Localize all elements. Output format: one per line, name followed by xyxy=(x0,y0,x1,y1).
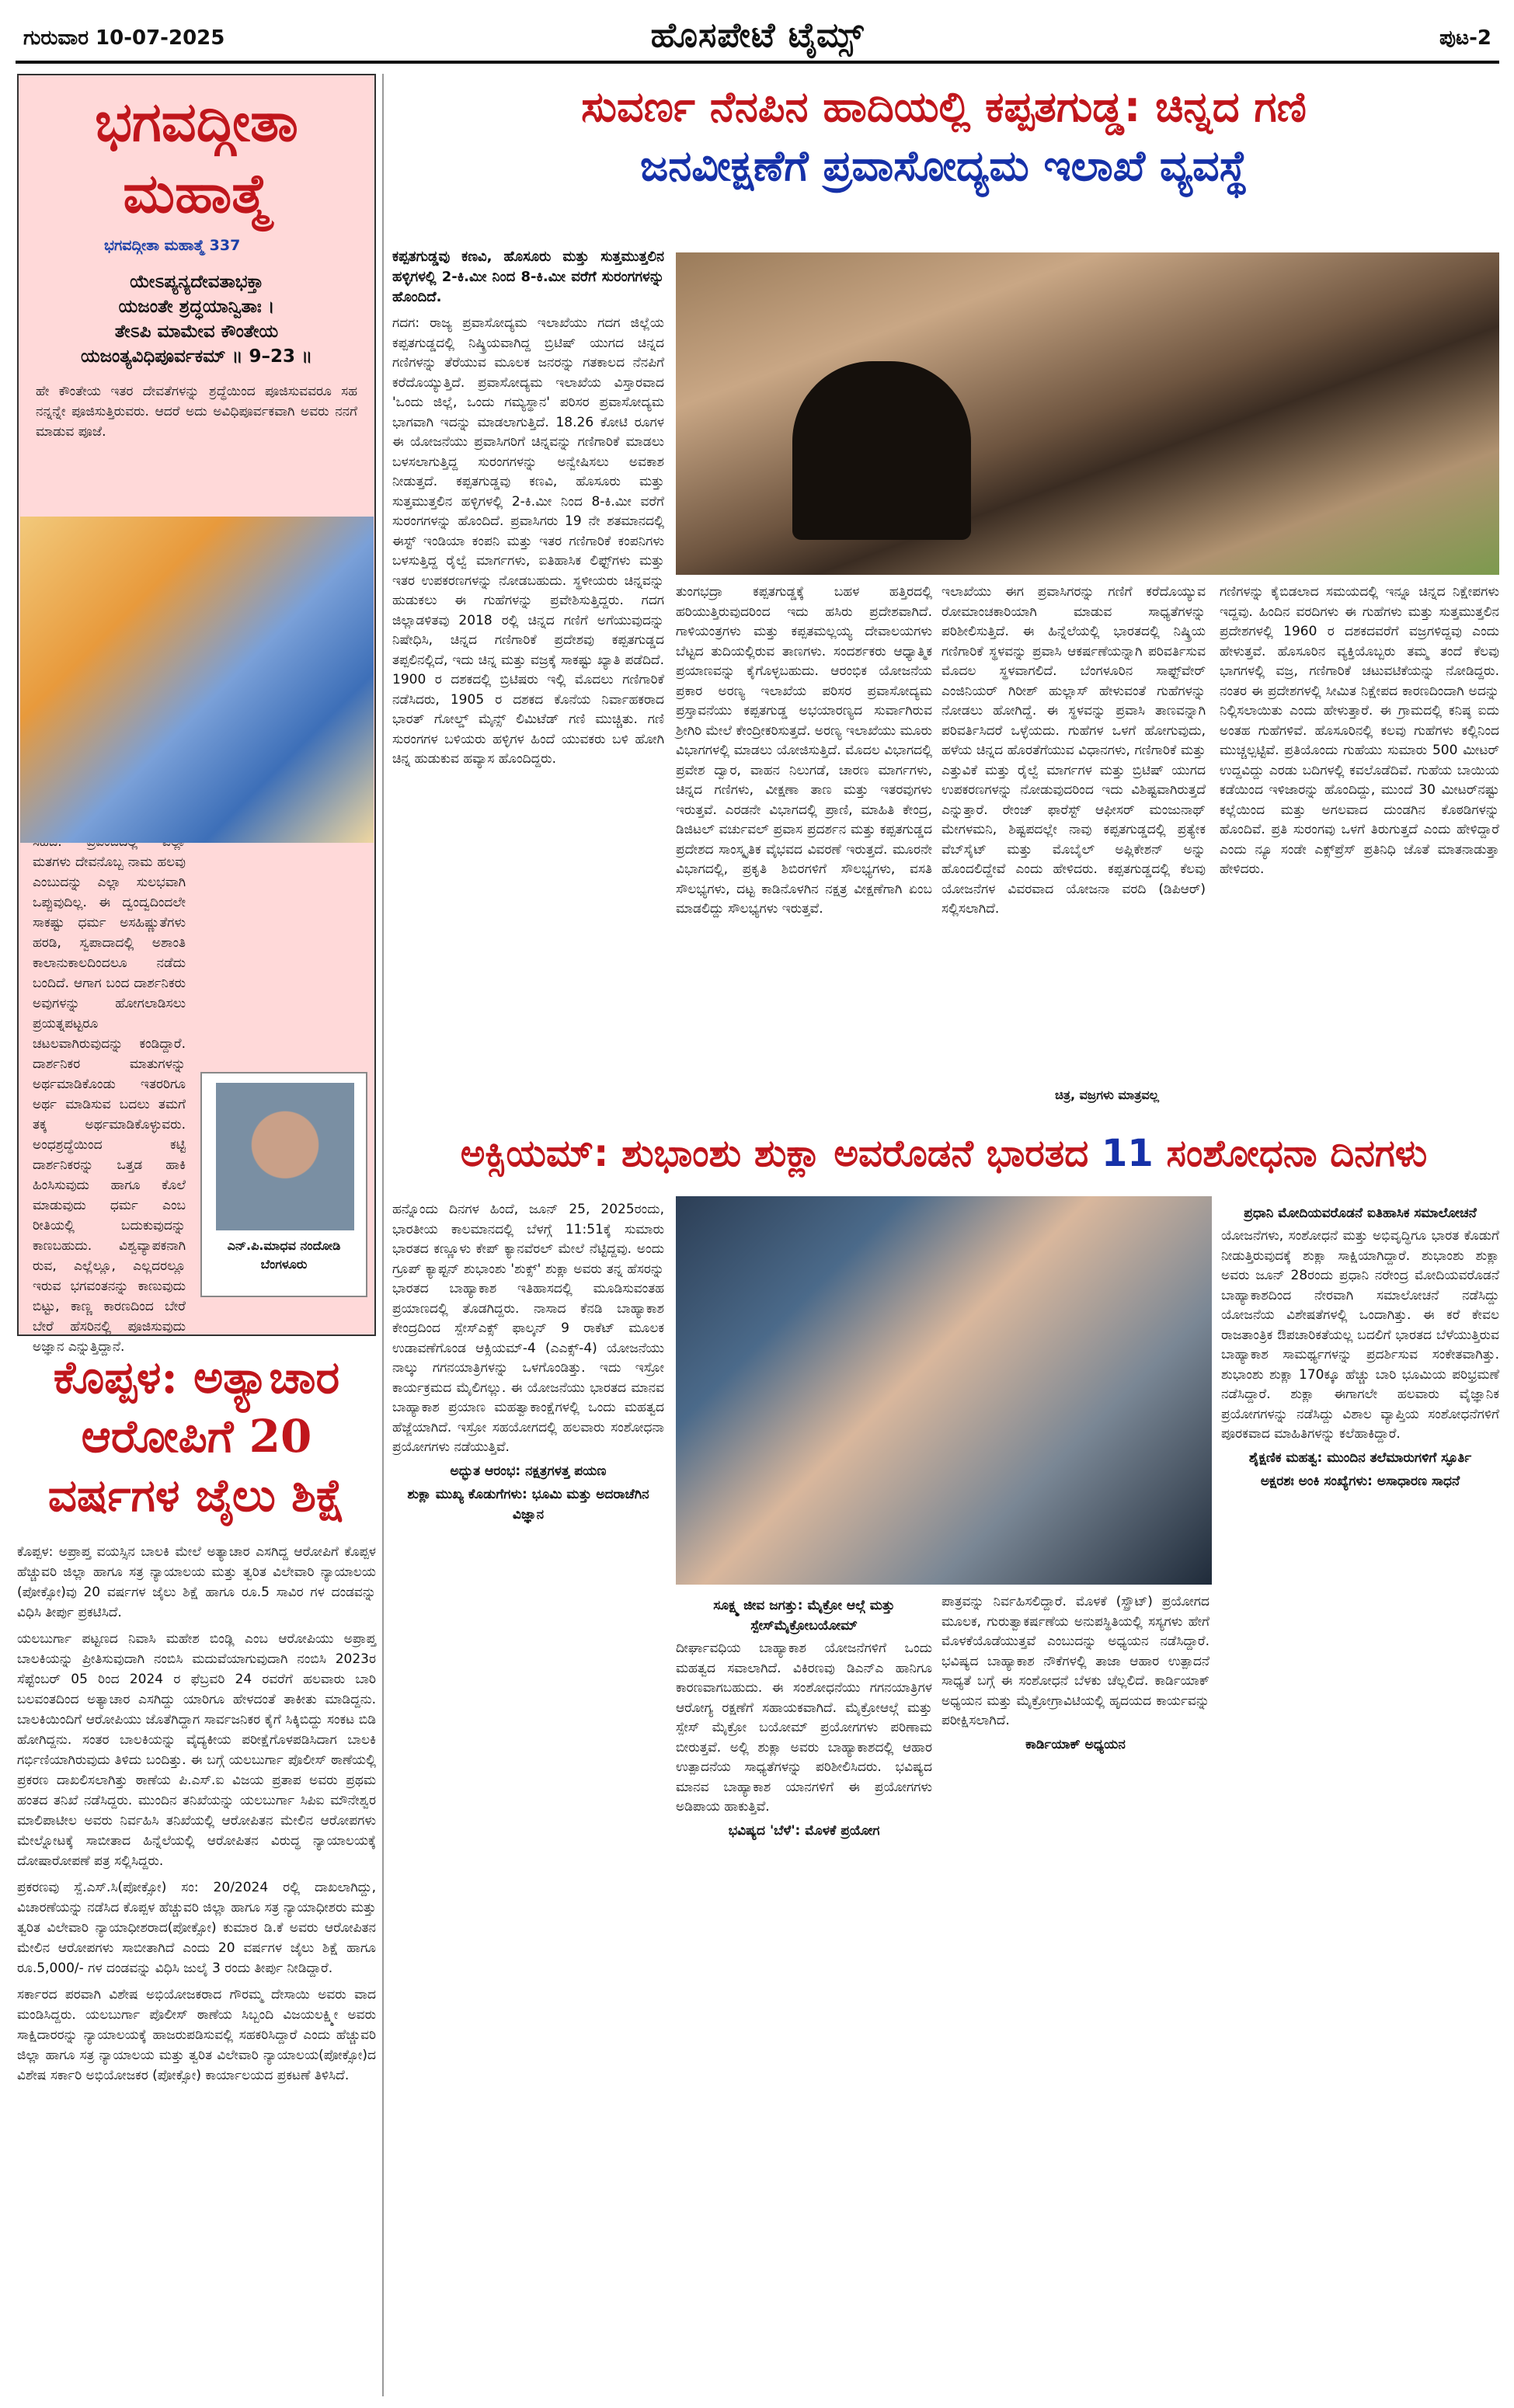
headline-line-1: ಸುವರ್ಣ ನೆನಪಿನ ಹಾದಿಯಲ್ಲಿ ಕಪ್ಪತಗುಡ್ಡ: ಚಿನ್ನದ ಗಣಿ xyxy=(581,82,1307,131)
axiom-article-col-1 xyxy=(392,1200,664,2396)
page-number: ಪುಟ-2 xyxy=(1439,26,1491,50)
headline-number: 11 xyxy=(1101,1132,1154,1175)
axiom-article-col-3 xyxy=(941,1592,1209,2396)
gold-article-col-1 xyxy=(392,247,664,1109)
article-paragraph: ಕೊಪ್ಪಳ: ಅಪ್ರಾಪ್ತ ವಯಸ್ಸಿನ ಬಾಲಕಿ ಮೇಲೆ ಅತ್ಯಾಚಾರ ಎಸಗಿದ್ದ ಆರೋಪಿಗೆ ಕೊಪ್ಪಳ ಹೆಚ್ಚುವರಿ ಜಿಲ್ಲಾ ಹಾಗೂ ಸತ್ರ ನ್ಯಾಯಾಲಯ ಮತ್ತು ತ್ವರಿತ ವಿಲೇವಾರಿ ನ್ಯಾಯಾಲಯ (ಪೋಕ್ಸೋ)ವು 20 ವರ್ಷಗಳ ಜೈಲು ಶಿಕ್ಷೆ ಹಾಗೂ ರೂ.5 ಸಾವಿರ ಗಳ ದಂಡವನ್ನು ವಿಧಿಸಿ ತೀರ್ಪು ಪ್ರಕಟಿಸಿದೆ. xyxy=(17,1544,376,1620)
article-paragraph: ಯಲಬುರ್ಗಾ ಪಟ್ಟಣದ ನಿವಾಸಿ ಮಹೇಶ ಬಿಂಡ್ಲಿ ಎಂಬ ಆರೋಪಿಯು ಅಪ್ರಾಪ್ತ ಬಾಲಕಿಯನ್ನು ಪ್ರೀತಿಸುವುದಾಗಿ ನಂಬಿಸಿ ಮದುವೆಯಾಗುವುದಾಗಿ ನಂಬಿಸಿ 2023ರ ಸೆಪ್ಟೆಂಬರ್ 05 ರಿಂದ 2024 ರ ಫೆಬ್ರವರಿ 24 ರವರೆಗೆ ಹಲವಾರು ಬಾರಿ ಬಲವಂತದಿಂದ ಅತ್ಯಾಚಾರ ಎಸಗಿದ್ದು ಯಾರಿಗೂ ಹೇಳದಂತೆ ತಾಕೀತು ಮಾಡಿದ್ದನು. ಬಾಲಕಿಯಿಂದಿಗೆ ಆರೋಪಿಯು ಜೊತೆಗಿದ್ದಾಗ ಸಾರ್ವಜನಿಕರ ಕೈಗೆ ಸಿಕ್ಕಿಬಿದ್ದು ಸಂಕಟ ಬಿಡಿ ಹೋಗಿದ್ದನು. ಸಂತರ ಬಾಲಕಿಯನ್ನು ವೈದ್ಯಕೀಯ ಪರೀಕ್ಷೆಗೊಳಪಡಿಸಿದಾಗ ಬಾಲಕಿ ಗರ್ಭಿಣಿಯಾಗಿರುವುದು ತಿಳಿದು ಬಂದಿತ್ತು. ಈ ಬಗ್ಗೆ ಯಲಬುರ್ಗಾ ಪೊಲೀಸ್ ಠಾಣೆಯಲ್ಲಿ ಪ್ರಕರಣ ದಾಖಲಿಸಲಾಗಿತ್ತು ಠಾಣೆಯ ಪಿ.ಎಸ್.ಐ ವಿಜಯ ಪ್ರತಾಪ ಅವರು ಪ್ರಥಮ ಹಂತದ ತನಿಖೆ ನಡೆಸಿದ್ದರು. ಮುಂದಿನ ತನಿಖೆಯನ್ನು ಯಲಬುರ್ಗಾ ಸಿಪಿಐ ಮೌನೇಶ್ವರ ಮಾಲಿಪಾಟೀಲ ಅವರು ನಿರ್ವಹಿಸಿ ತನಿಖೆಯಲ್ಲಿ ಆರೋಪಿತನ ಮೇಲಿನ ಆರೋಪಗಳು ಮೇಲ್ನೋಟಕ್ಕೆ ಸಾಬೀತಾದ ಹಿನ್ನೆಲೆಯಲ್ಲಿ ಆರೋಪಿತನ ವಿರುದ್ಧ ನ್ಯಾಯಾಲಯಕ್ಕೆ ದೋಷಾರೋಪಣೆ ಪತ್ರ ಸಲ್ಲಿಸಿದ್ದರು. xyxy=(17,1631,376,1869)
headline-part: ಸಂಶೋಧನಾ ದಿನಗಳು xyxy=(1166,1132,1428,1175)
article-paragraph: ದೀರ್ಘಾವಧಿಯ ಬಾಹ್ಯಾಕಾಶ ಯೋಜನೆಗಳಿಗೆ ಒಂದು ಮಹತ್ವದ ಸವಾಲಾಗಿದೆ. ವಿಕಿರಣವು ಡಿಎನ್‌ಎ ಹಾನಿಗೂ ಕಾರಣವಾಗಬಹುದು. ಈ ಸಂಶೋಧನೆಯು ಗಗನಯಾತ್ರಿಗಳ ಆರೋಗ್ಯ ರಕ್ಷಣೆಗೆ ಸಹಾಯಕವಾಗಿದೆ. ಮೈಕ್ರೋಆಲ್ಗೆ ಮತ್ತು ಸ್ಪೇಸ್ ಮೈಕ್ರೋ ಬಯೋಮ್ ಪ್ರಯೋಗಗಳು ಪರಿಣಾಮ ಬೀರುತ್ತವೆ. ಅಲ್ಲಿ ಶುಕ್ಲಾ ಅವರು ಬಾಹ್ಯಾಕಾಶದಲ್ಲಿ ಆಹಾರ ಉತ್ಪಾದನೆಯ ಸಾಧ್ಯತೆಗಳನ್ನು ಪರಿಶೀಲಿಸಿದರು. ಭವಿಷ್ಯದ ಮಾನವ ಬಾಹ್ಯಾಕಾಶ ಯಾನಗಳಿಗೆ ಈ ಪ್ರಯೋಗಗಳು ಅಡಿಪಾಯ ಹಾಕುತ್ತಿವೆ. xyxy=(676,1641,932,1815)
section-heading: ಅದ್ಭುತ ಆರಂಭ: ನಕ್ಷತ್ರಗಳತ್ತ ಪಯಣ xyxy=(450,1463,607,1479)
author-face-image xyxy=(216,1083,354,1230)
article-paragraph: ತುಂಗಭದ್ರಾ ಕಪ್ಪತಗುಡ್ಡಕ್ಕೆ ಬಹಳ ಹತ್ತಿರದಲ್ಲಿ ಹರಿಯುತ್ತಿರುವುದರಿಂದ ಇದು ಹಸಿರು ಪ್ರದೇಶವಾಗಿದೆ. ಗಾಳಿಯಂತ್ರಗಳು ಮತ್ತು ಕಪ್ಪತಮಲ್ಲಯ್ಯ ದೇವಾಲಯಗಳು ಬೆಟ್ಟದ ತುದಿಯಲ್ಲಿರುವ ತಾಣಗಳು. ಸಂದರ್ಶಕರು ಆಧ್ಯಾತ್ಮಿಕ ಪ್ರಯಾಣವನ್ನು ಕೈಗೊಳ್ಳಬಹುದು. ಆರಂಭಿಕ ಯೋಜನೆಯ ಪ್ರಕಾರ ಅರಣ್ಯ ಇಲಾಖೆಯ ಪರಿಸರ ಪ್ರವಾಸೋದ್ಯಮ ಪ್ರಸ್ತಾವನೆಯು ಕಪ್ಪತಗುಡ್ಡ ಅಭಯಾರಣ್ಯದ ಸುರ್ವಾಗಿರುವ ಶ್ರೀಗಿರಿ ಮೇಲೆ ಕೇಂದ್ರೀಕರಿಸುತ್ತದೆ. ಅರಣ್ಯ ಇಲಾಖೆಯು ಮೂರು ವಿಭಾಗಗಳಲ್ಲಿ ಮಾಡಲು ಯೋಜಿಸುತ್ತಿದೆ. ಮೊದಲ ವಿಭಾಗದಲ್ಲಿ ಪ್ರವೇಶ ದ್ವಾರ, ವಾಹನ ನಿಲುಗಡೆ, ಚಾರಣ ಮಾರ್ಗಗಳು, ಚಿನ್ನದ ಗಣಿಗಳು, ವೀಕ್ಷಣಾ ತಾಣ ಮತ್ತು ಇತರವುಗಳು ಇರುತ್ತವೆ. ಎರಡನೇ ವಿಭಾಗದಲ್ಲಿ ಪ್ರಾಣಿ, ಮಾಹಿತಿ ಕೇಂದ್ರ, ಡಿಜಿಟಲ್ ವರ್ಚುವಲ್ ಪ್ರವಾಸ ಪ್ರದರ್ಶನ ಮತ್ತು ಕಪ್ಪತಗುಡ್ಡದ ಪ್ರದೇಶದ ಸಾಂಸ್ಕೃತಿಕ ವೈಭವದ ವಿವರಣೆ ಇರುತ್ತದೆ. ಮೂರನೇ ವಿಭಾಗದಲ್ಲಿ, ಪ್ರಕೃತಿ ಶಿಬಿರಗಳಿಗೆ ಸೌಲಭ್ಯಗಳು, ವಸತಿ ಸೌಲಭ್ಯಗಳು, ದಟ್ಟ ಕಾಡಿನೊಳಗಿನ ನಕ್ಷತ್ರ ವೀಕ್ಷಣೆಗಾಗಿ ಏಂಬ ಮಾಡಲಿದ್ದು ಸೌಲಭ್ಯಗಳು ಇರುತ್ತವೆ. xyxy=(676,584,932,917)
gold-mine-cave-photo xyxy=(676,252,1499,575)
axiom-headline xyxy=(388,1126,1499,1181)
issue-date: ಗುರುವಾರ 10-07-2025 xyxy=(23,26,225,50)
cave-entrance-image xyxy=(792,361,971,540)
column-divider xyxy=(382,74,384,2396)
axiom-article-col-2 xyxy=(676,1592,932,2396)
section-heading: ಅಕ್ಷರಶಃ ಅಂಕಿ ಸಂಖ್ಯೆಗಳು: ಅಸಾಧಾರಣ ಸಾಧನೆ xyxy=(1260,1473,1460,1489)
gold-mine-headline xyxy=(388,78,1499,196)
sanskrit-verse xyxy=(19,270,374,369)
article-paragraph: ಇಲಾಖೆಯು ಈಗ ಪ್ರವಾಸಿಗರನ್ನು ಗಣಿಗೆ ಕರೆದೊಯ್ಯುವ ರೋಮಾಂಚಕಾರಿಯಾಗಿ ಮಾಡುವ ಸಾಧ್ಯತೆಗಳನ್ನು ಪರಿಶೀಲಿಸುತ್ತಿದೆ. ಈ ಹಿನ್ನೆಲೆಯಲ್ಲಿ ಭಾರತದಲ್ಲಿ ನಿಷ್ಕ್ರಿಯ ಗಣಿಗಾರಿಕೆ ಸ್ಥಳವನ್ನು ಪ್ರವಾಸಿ ಆಕರ್ಷಣೆಯನ್ನಾಗಿ ಪರಿವರ್ತಿಸುವ ಮೊದಲ ಸ್ಥಳವಾಗಲಿದೆ. ಬೆಂಗಳೂರಿನ ಸಾಫ್ಟ್‌ವೇರ್ ಎಂಜಿನಿಯರ್ ಗಿರೀಶ್ ಹುಲ್ಲಾಸ್ ಹೇಳುವಂತೆ ಗುಹೆಗಳನ್ನು ನೋಡಲು ಹೋಗಿದ್ದೆ. ಈ ಸ್ಥಳವನ್ನು ಪ್ರವಾಸಿ ತಾಣವನ್ನಾಗಿ ಪರಿವರ್ತಿಸಿದರೆ ಒಳ್ಳೆಯದು. ಗುಹೆಗಳ ಒಳಗೆ ಹೋಗುವುದು, ಹಳೆಯ ಚಿನ್ನದ ಹೊರತೆಗೆಯುವ ವಿಧಾನಗಳು, ಗಣಿಗಾರಿಕೆ ಮತ್ತು ಎತ್ತುವಿಕೆ ಮತ್ತು ರೈಲ್ವೆ ಮಾರ್ಗಗಳ ಮತ್ತು ಬ್ರಿಟಿಷ್ ಯುಗದ ಉಪಕರಣಗಳನ್ನು ನೋಡುವುದರಿಂದ ಇದು ವಿಶಿಷ್ಟವಾಗಿರುತ್ತದೆ ಎನ್ನುತ್ತಾರೆ. ರೇಂಜ್ ಫಾರೆಸ್ಟ್ ಆಫೀಸರ್ ಮಂಜುನಾಥ್ ಮೇಗಳಮನಿ, ಶಿಷ್ಟಪದಲ್ಲೇ ನಾವು ಕಪ್ಪತಗುಡ್ಡದಲ್ಲಿ ಪ್ರತ್ಯೇಕ ವೆಬ್‌ಸೈಟ್ ಮತ್ತು ಮೊಬೈಲ್ ಅಪ್ಲಿಕೇಶನ್ ಅನ್ನು ಹೊಂದಲಿದ್ದೇವೆ ಎಂದು ಹೇಳಿದರು. ಕಪ್ಪತಗುಡ್ಡದಲ್ಲಿ ಕೆಲವು ಯೋಜನೆಗಳ ವಿವರವಾದ ಯೋಜನಾ ವರದಿ (ಡಿಪಿಆರ್) ಸಲ್ಲಿಸಲಾಗಿದೆ. xyxy=(941,584,1206,917)
section-heading: ಭವಿಷ್ಯದ 'ಬೆಳೆ': ಮೊಳಕೆ ಪ್ರಯೋಗ xyxy=(728,1822,880,1839)
article-paragraph: ಹನ್ನೊಂದು ದಿನಗಳ ಹಿಂದೆ, ಜೂನ್ 25, 2025ರಂದು, ಭಾರತೀಯ ಕಾಲಮಾನದಲ್ಲಿ ಬೆಳಗ್ಗೆ 11:51ಕ್ಕೆ ಸುಮಾರು ಭಾರತದ ಕಣ್ಣೂಳು ಕೇಪ್ ಕ್ಯಾನವೆರಲ್ ಮೇಲೆ ನೆಟ್ಟಿದ್ದವು. ಅಂದು ಗ್ರೂಪ್ ಕ್ಯಾಪ್ಟನ್ ಶುಭಾಂಶು 'ಶುಕ್ಸ್' ಶುಕ್ಲಾ ಅವರು ತನ್ನ ಹೆಸರನ್ನು ಭಾರತದ ಬಾಹ್ಯಾಕಾಶ ಇತಿಹಾಸದಲ್ಲಿ ಮೂಡಿಸುವಂತಹ ಪ್ರಯಾಣದಲ್ಲಿ ತೊಡಗಿದ್ದರು. ನಾಸಾದ ಕೆನಡಿ ಬಾಹ್ಯಾಕಾಶ ಕೇಂದ್ರದಿಂದ ಸ್ಪೇಸ್‌ಎಕ್ಸ್ ಫಾಲ್ಕನ್ 9 ರಾಕೆಟ್ ಮೂಲಕ ಉಡಾವಣೆಗೊಂಡ ಆಕ್ಸಿಯಮ್-4 (ಎಎಕ್ಸ್-4) ಯೋಜನೆಯು ನಾಲ್ಕು ಗಗನಯಾತ್ರಿಗಳನ್ನು ಒಳಗೊಂಡಿತ್ತು. ಇದು ಇಸ್ರೋ ಕಾರ್ಯಕ್ರಮದ ಮೈಲಿಗಲ್ಲು. ಈ ಯೋಜನೆಯು ಭಾರತದ ಮಾನವ ಬಾಹ್ಯಾಕಾಶ ಪ್ರಯಾಣ ಮಹತ್ವಾಕಾಂಕ್ಷೆಗಳಲ್ಲಿ ಒಂದು ಮಹತ್ವದ ಹೆಜ್ಜೆಯಾಗಿದೆ. ಇಸ್ರೋ ಸಹಯೋಗದಲ್ಲಿ ಹಲವಾರು ಸಂಶೋಧನಾ ಪ್ರಯೋಗಗಳು ನಡೆಯುತ್ತಿವೆ. xyxy=(392,1202,664,1455)
headline-line-2: ಜನವೀಕ್ಷಣೆಗೆ ಪ್ರವಾಸೋದ್ಯಮ ಇಲಾಖೆ ವ್ಯವಸ್ಥೆ xyxy=(640,141,1248,190)
koppal-article xyxy=(17,1542,376,2396)
axiom-article-col-4 xyxy=(1221,1200,1499,2396)
gold-article-col-3 xyxy=(941,583,1206,1080)
headline-part: ಅಕ್ಸಿಯಮ್: ಶುಭಾಂಶು ಶುಕ್ಲಾ ಅವರೊಡನೆ ಭಾರತದ xyxy=(460,1132,1089,1175)
astronaut-selfie-photo xyxy=(676,1196,1212,1585)
masthead xyxy=(16,9,1499,64)
verse-line: ತೇಽಪಿ ಮಾಮೇವ ಕೌಂತೇಯ xyxy=(114,322,279,342)
verse-line: ಯೇಽಪ್ಯನ್ಯದೇವತಾಭಕ್ತಾ xyxy=(130,272,263,292)
article-paragraph: ಯೋಜನೆಗಳು, ಸಂಶೋಧನೆ ಮತ್ತು ಅಭಿವೃದ್ಧಿಗೂ ಭಾರತ ಕೊಡುಗೆ ನೀಡುತ್ತಿರುವುದಕ್ಕೆ ಶುಕ್ಲಾ ಸಾಕ್ಷಿಯಾಗಿದ್ದಾರೆ. ಶುಭಾಂಶು ಶುಕ್ಲಾ ಅವರು ಜೂನ್ 28ರಂದು ಪ್ರಧಾನಿ ನರೇಂದ್ರ ಮೋದಿಯವರೊಡನೆ ಬಾಹ್ಯಾಕಾಶದಿಂದ ನೇರವಾಗಿ ಸಮಾಲೋಚನೆ ನಡೆಸಿದ್ದು ಯೋಜನೆಯ ವಿಶೇಷತೆಗಳಲ್ಲಿ ಒಂದಾಗಿತ್ತು. ಈ ಕರೆ ಕೇವಲ ರಾಜತಾಂತ್ರಿಕ ಔಪಚಾರಿಕತೆಯಲ್ಲ ಬದಲಿಗೆ ಭಾರತದ ಬೆಳೆಯುತ್ತಿರುವ ಬಾಹ್ಯಾಕಾಶ ಸಾಮರ್ಥ್ಯಗಳನ್ನು ಪ್ರದರ್ಶಿಸುವ ಸಂಕೇತವಾಗಿತ್ತು. ಶುಭಾಂಶು ಶುಕ್ಲಾ 170ಕ್ಕೂ ಹೆಚ್ಚು ಬಾರಿ ಭೂಮಿಯ ಪರಿಭ್ರಮಣೆ ನಡೆಸಿದ್ದಾರೆ. ಶುಕ್ಲಾ ಈಗಾಗಲೇ ಹಲವಾರು ವೈಜ್ಞಾನಿಕ ಪ್ರಯೋಗಗಳನ್ನು ನಡೆಸಿದ್ದು ವಿಶಾಲ ವ್ಯಾಪ್ತಿಯ ಸಂಶೋಧನೆಗಳಿಗೆ ಪೂರಕವಾದ ಮಾಹಿತಿಗಳನ್ನು ಕಲೆಹಾಕಿದ್ದಾರೆ. xyxy=(1221,1228,1499,1442)
section-heading: ಶೈಕ್ಷಣಿಕ ಮಹತ್ವ: ಮುಂದಿನ ತಲೆಮಾರುಗಳಿಗೆ ಸ್ಫೂರ್ತಿ xyxy=(1248,1449,1472,1466)
bhagavadgita-subtitle: ಭಗವದ್ಗೀತಾ ಮಹಾತ್ಮೆ 337 xyxy=(104,237,241,254)
section-heading: ಕಾರ್ಡಿಯಾಕ್ ಅಧ್ಯಯನ xyxy=(1025,1736,1126,1752)
article-paragraph: ಗದಗ: ರಾಜ್ಯ ಪ್ರವಾಸೋದ್ಯಮ ಇಲಾಖೆಯು ಗದಗ ಜಿಲ್ಲೆಯ ಕಪ್ಪತಗುಡ್ಡದಲ್ಲಿ ನಿಷ್ಕ್ರಿಯವಾಗಿದ್ದ ಬ್ರಿಟಿಷ್ ಯುಗದ ಚಿನ್ನದ ಗಣಿಗಳನ್ನು ತೆರೆಯುವ ಮೂಲಕ ಜನರನ್ನು ಗತಕಾಲದ ನೆನಪಿಗೆ ಕರೆದೊಯ್ಯುತ್ತಿದೆ. ಪ್ರವಾಸೋದ್ಯಮ ಇಲಾಖೆಯ ವಿಸ್ತಾರವಾದ 'ಒಂದು ಜಿಲ್ಲೆ, ಒಂದು ಗಮ್ಯಸ್ಥಾನ' ಪರಿಸರ ಪ್ರವಾಸೋದ್ಯಮ ಭಾಗವಾಗಿ ಇದನ್ನು ಮಾಡಲಾಗುತ್ತಿದೆ. 18.26 ಕೋಟಿ ರೂಗಳ ಈ ಯೋಜನೆಯು ಪ್ರವಾಸಿಗರಿಗೆ ಚಿನ್ನವನ್ನು ಗಣಿಗಾರಿಕೆ ಮಾಡಲು ಬಳಸಲಾಗುತ್ತಿದ್ದ ಸುರಂಗಗಳನ್ನು ಅನ್ವೇಷಿಸಲು ಅವಕಾಶ ನೀಡುತ್ತದೆ. ಕಪ್ಪತಗುಡ್ಡವು ಕಣವಿ, ಹೊಸೂರು ಮತ್ತು ಸುತ್ತಮುತ್ತಲಿನ ಹಳ್ಳಿಗಳಲ್ಲಿ 2-ಕಿ.ಮೀ ನಿಂದ 8-ಕಿ.ಮೀ ವರೆಗೆ ಸುರಂಗಗಳನ್ನು ಹೊಂದಿದೆ. ಪ್ರವಾಸಿಗರು 19 ನೇ ಶತಮಾನದಲ್ಲಿ ಈಸ್ಟ್ ಇಂಡಿಯಾ ಕಂಪನಿ ಮತ್ತು ಇತರ ಗಣಿಗಾರಿಕೆ ಕಂಪನಿಗಳು ಬಳಸುತ್ತಿದ್ದ ರೈಲ್ವೆ ಮಾರ್ಗಗಳು, ಐತಿಹಾಸಿಕ ಲಿಫ್ಟ್‌ಗಳು ಮತ್ತು ಇತರ ಉಪಕರಣಗಳನ್ನು ನೋಡಬಹುದು. ಸ್ಥಳೀಯರು ಚಿನ್ನವನ್ನು ಹುಡುಕಲು ಈ ಗುಹೆಗಳನ್ನು ಪ್ರವೇಶಿಸುತ್ತಿದ್ದರು. ಗದಗ ಜಿಲ್ಲಾಡಳಿತವು 2018 ರಲ್ಲಿ ಚಿನ್ನದ ಗಣಿಗೆ ಅಗೆಯುವುದನ್ನು ನಿಷೇಧಿಸಿ, ಚಿನ್ನದ ಗಣಿಗಾರಿಕೆ ಪ್ರದೇಶವು ಕಪ್ಪತಗುಡ್ಡದ ತಪ್ಪಲಿನಲ್ಲಿದೆ, ಇದು ಚಿನ್ನ ಮತ್ತು ವಜ್ರಕ್ಕೆ ಸಾಕಷ್ಟು ಖ್ಯಾತಿ ಪಡೆದಿದೆ. 1900 ರ ದಶಕದಲ್ಲಿ ಬ್ರಿಟಿಷರು ಇಲ್ಲಿ ಮೊದಲು ಗಣಿಗಾರಿಕೆ ನಡೆಸಿದರು, 1905 ರ ದಶಕದ ಕೊನೆಯ ನಿರ್ವಾಹಕರಾದ ಭಾರತ್ ಗೋಲ್ಡ್ ಮೈನ್ಸ್ ಲಿಮಿಟೆಡ್ ಗಣಿ ಮುಚ್ಚಿತು. ಗಣಿ ಸುರಂಗಗಳ ಬಳಿಯರು ಹಳ್ಳಿಗಳ ಹಿಂದೆ ಯುವಕರು ಬಳಿ ಹೋಗಿ ಚಿನ್ನ ಹುಡುಕುವ ಹವ್ಯಾಸ ಹೊಂದಿದ್ದರು. xyxy=(392,315,664,767)
verse-meaning: ಹೇ ಕೌಂತೇಯ ಇತರ ದೇವತೆಗಳನ್ನು ಶ್ರದ್ಧೆಯಿಂದ ಪೂಜಿಸುವವರೂ ಸಹ ನನ್ನನ್ನೇ ಪೂಜಿಸುತ್ತಿರುವರು. ಆದರೆ ಅದು ಅವಿಧಿಪೂರ್ವಕವಾಗಿ ಅವರು ನನಗೆ ಮಾಡುವ ಪೂಜೆ. xyxy=(36,384,357,440)
article-paragraph: ಗಣಿಗಳನ್ನು ಕೈಬಿಡಲಾದ ಸಮಯದಲ್ಲಿ ಇನ್ನೂ ಚಿನ್ನದ ನಿಕ್ಷೇಪಗಳು ಇದ್ದವು. ಹಿಂದಿನ ವರದಿಗಳು ಈ ಗುಹೆಗಳು ಮತ್ತು ಸುತ್ತಮುತ್ತಲಿನ ಪ್ರದೇಶಗಳಲ್ಲಿ 1960 ರ ದಶಕದವರೆಗೆ ವಜ್ರಗಳಿದ್ದವು ಎಂದು ಹೇಳುತ್ತವೆ. ಹೊಸೂರಿನ ವ್ಯಕ್ತಿಯೊಬ್ಬರು ತಮ್ಮ ತಂದೆ ಕೆಲವು ಭಾಗಗಳಲ್ಲಿ ವಜ್ರ, ಗಣಿಗಾರಿಕೆ ಚಟುವಟಿಕೆಯನ್ನು ನೋಡಿದ್ದರು. ನಂತರ ಈ ಪ್ರದೇಶಗಳಲ್ಲಿ ಸೀಮಿತ ನಿಕ್ಷೇಪದ ಕಾರಣದಿಂದಾಗಿ ಅದನ್ನು ನಿಲ್ಲಿಸಲಾಯಿತು ಎಂದು ಹೇಳುತ್ತಾರೆ. ಈ ಗ್ರಾಮದಲ್ಲಿ ಕನಿಷ್ಠ ಐದು ಅಂತಹ ಗುಹೆಗಳಿವೆ. ಹೊಸೂರಿನಲ್ಲಿ ಕಲವು ಗುಹೆಗಳು ಕಲ್ಲಿನಿಂದ ಮುಚ್ಚಲ್ಪಟ್ಟಿವೆ. ಪ್ರತಿಯೊಂದು ಗುಹೆಯು ಸುಮಾರು 500 ಮೀಟರ್ ಉದ್ದವಿದ್ದು ಎರಡು ಬದಿಗಳಲ್ಲಿ ಕವಲೊಡೆದಿವೆ. ಗುಹೆಯ ಬಾಯಿಯ ಕಡೆಯಿಂದ ಇಳಿಜಾರನ್ನು ಹೊಂದಿದ್ದು, ಮುಂದೆ 30 ಮೀಟರ್‌ನಷ್ಟು ಕಲ್ಲೆಯಿಂದ ಮತ್ತು ಅಗಲವಾದ ದುಂಡಗಿನ ಕೊಠಡಿಗಳನ್ನು ಹೊಂದಿವೆ. ಪ್ರತಿ ಸುರಂಗವು ಒಳಗೆ ತಿರುಗುತ್ತದೆ ಎಂದು ಹೇಳಿದ್ದಾರೆ ಎಂದು ನ್ಯೂ ಸಂಡೇ ಎಕ್ಸ್‌ಪ್ರೆಸ್ ಪ್ರತಿನಿಧಿ ಜೊತೆ ಮಾತನಾಡುತ್ತಾ ಹೇಳಿದರು. xyxy=(1220,584,1499,877)
article-paragraph: ಪ್ರಕರಣವು ಸ್ಪೆ.ಎಸ್.ಸಿ(ಪೋಕ್ಸೋ) ಸಂ: 20/2024 ರಲ್ಲಿ ದಾಖಲಾಗಿದ್ದು, ವಿಚಾರಣೆಯನ್ನು ನಡೆಸಿದ ಕೊಪ್ಪಳ ಹೆಚ್ಚುವರಿ ಜಿಲ್ಲಾ ಹಾಗೂ ಸತ್ರ ನ್ಯಾಯಾಧೀಶರು ಮತ್ತು ತ್ವರಿತ ವಿಲೇವಾರಿ ನ್ಯಾಯಾಧೀಶರಾದ(ಪೋಕ್ಸೋ) ಕುಮಾರ ಡಿ.ಕೆ ಅವರು ಆರೋಪಿತನ ಮೇಲಿನ ಆರೋಪಗಳು ಸಾಬೀತಾಗಿದೆ ಎಂದು 20 ವರ್ಷಗಳ ಜೈಲು ಶಿಕ್ಷೆ ಹಾಗೂ ರೂ.5,000/- ಗಳ ದಂಡವನ್ನು ವಿಧಿಸಿ ಜುಲೈ 3 ರಂದು ತೀರ್ಪು ನೀಡಿದ್ದಾರೆ. xyxy=(17,1880,376,1976)
bhagavadgita-title: ಭಗವದ್ಗೀತಾ ಮಹಾತ್ಮೆ xyxy=(95,89,298,225)
section-heading: ಶುಕ್ಲಾ ಮುಖ್ಯ ಕೊಡುಗೆಗಳು: ಭೂಮಿ ಮತ್ತು ಅದರಾಚೆಗಿನ ವಿಜ್ಞಾನ xyxy=(407,1486,649,1522)
article-paragraph: ಸರ್ಕಾರದ ಪರವಾಗಿ ವಿಶೇಷ ಅಭಿಯೋಜಕರಾದ ಗೌರಮ್ಮ ದೇಸಾಯಿ ಅವರು ವಾದ ಮಂಡಿಸಿದ್ದರು. ಯಲಬುರ್ಗಾ ಪೊಲೀಸ್ ಠಾಣೆಯ ಸಿಬ್ಬಂದಿ ವಿಜಯಲಕ್ಷ್ಮೀ ಅವರು ಸಾಕ್ಷಿದಾರರನ್ನು ನ್ಯಾಯಾಲಯಕ್ಕೆ ಹಾಜರುಪಡಿಸುವಲ್ಲಿ ಸಹಕರಿಸಿದ್ದಾರೆ ಎಂದು ಹೆಚ್ಚುವರಿ ಜಿಲ್ಲಾ ಹಾಗೂ ಸತ್ರ ನ್ಯಾಯಾಲಯ ಮತ್ತು ತ್ವರಿತ ವಿಲೇವಾರಿ ನ್ಯಾಯಾಲಯ(ಪೋಕ್ಸೋ)ದ ವಿಶೇಷ ಸರ್ಕಾರಿ ಅಭಿಯೋಜಕರ (ಪೋಕ್ಸೋ) ಕಾರ್ಯಾಲಯದ ಪ್ರಕಟಣೆ ತಿಳಿಸಿದೆ. xyxy=(17,1987,376,2083)
author-name: ಎನ್.ಪಿ.ಮಾಧವ ನಂದೋಡಿ xyxy=(227,1238,341,1253)
verse-line: ಯಜಂತ್ಯವಿಧಿಪೂರ್ವಕಮ್ ॥ 9–23 ॥ xyxy=(80,346,313,367)
gold-article-col-4 xyxy=(1220,583,1499,1119)
koppal-headline: ಕೊಪ್ಪಳ: ಅತ್ಯಾಚಾರ ಆರೋಪಿಗೆ 20 ವರ್ಷಗಳ ಜೈಲು ಶಿಕ್ಷೆ xyxy=(47,1351,346,1522)
author-caption xyxy=(202,1237,366,1274)
krishna-arjuna-image xyxy=(20,517,374,843)
verse-line: ಯಜಂತೇ ಶ್ರದ್ಧಯಾನ್ವಿತಾಃ । xyxy=(118,297,275,317)
body-paragraph: ಮತಗಳು ದೇವನೊಬ್ಬ ನಾಮ ಹಲವು ಎಂಬುದನ್ನು ಎಲ್ಲಾ ಸುಲಭವಾಗಿ ಒಪ್ಪುವುದಿಲ್ಲ. ಈ ದ್ವಂದ್ವದಿಂದಲೇ ಸಾಕಷ್ಟು ಧರ್ಮ ಅಸಹಿಷ್ಣುತೆಗಳು ಹರಡಿ, ಸ್ವಪಾದಾದಲ್ಲಿ ಅಶಾಂತಿ ಕಾಲಾನುಕಾಲದಿಂದಲೂ ನಡೆದು ಬಂದಿದೆ. ಆಗಾಗ ಬಂದ ದಾರ್ಶನಿಕರು ಅವುಗಳನ್ನು ಹೋಗಲಾಡಿಸಲು ಪ್ರಯತ್ನಪಟ್ಟರೂ ಚಟಲವಾಗಿರುವುದನ್ನು ಕಂಡಿದ್ದಾರೆ. ದಾರ್ಶನಿಕರ ಮಾತುಗಳನ್ನು ಅರ್ಥಮಾಡಿಕೊಂಡು ಇತರರಿಗೂ ಅರ್ಥ ಮಾಡಿಸುವ ಬದಲು ತಮಗೆ ತಕ್ಕ ಅರ್ಥಮಾಡಿಕೊಳ್ಳುವರು. ಅಂಧಶ್ರದ್ಧೆಯಿಂದ ಕಟ್ಟಿ ದಾರ್ಶನಿಕರನ್ನು ಒತ್ತಡ ಹಾಕಿ ಹಿಂಸಿಸುವುದು ಹಾಗೂ ಕೊಲೆ ಮಾಡುವುದು ಧರ್ಮ ಎಂಬ ರೀತಿಯಲ್ಲಿ ಬದುಕುವುದನ್ನು ಕಾಣಬಹುದು. ವಿಶ್ವವ್ಯಾಪಕನಾಗಿ ರುವ, ಎಲ್ಲೆಲ್ಲೂ, ಎಲ್ಲದರಲ್ಲೂ ಇರುವ ಭಗವಂತನನ್ನು ಕಾಣುವುದು ಬಿಟ್ಟು, ಕಾಣ್ಣ ಕಾರಣದಿಂದ ಬೇರೆ ಬೇರೆ ಹೆಸರಿನಲ್ಲಿ ಪೂಜಿಸುವುದು ಅಜ್ಞಾನ ಎನ್ನುತ್ತಿದ್ದಾನೆ. xyxy=(33,854,186,1355)
author-photo xyxy=(200,1072,367,1297)
gold-article-col-2 xyxy=(676,583,932,1119)
author-city: ಬೆಂಗಳೂರು xyxy=(260,1257,308,1272)
article-paragraph: ಪಾತ್ರವನ್ನು ನಿರ್ವಹಿಸಲಿದ್ದಾರೆ. ಮೊಳಕೆ (ಸ್ಪ್ರೌಟ್) ಪ್ರಯೋಗದ ಮೂಲಕ, ಗುರುತ್ವಾಕರ್ಷಣೆಯ ಅನುಪಸ್ಥಿತಿಯಲ್ಲಿ ಸಸ್ಯಗಳು ಹೇಗೆ ಮೊಳಕೆಯೊಡೆಯುತ್ತವೆ ಎಂಬುದನ್ನು ಅಧ್ಯಯನ ನಡೆಸಿದ್ದಾರೆ. ಭವಿಷ್ಯದ ಬಾಹ್ಯಾಕಾಶ ನೌಕೆಗಳಲ್ಲಿ ತಾಜಾ ಆಹಾರ ಉತ್ಪಾದನೆ ಸಾಧ್ಯತೆ ಬಗ್ಗೆ ಈ ಸಂಶೋಧನೆ ಬೆಳಕು ಚೆಲ್ಲಲಿದೆ. ಕಾರ್ಡಿಯಾಕ್ ಅಧ್ಯಯನ ಮತ್ತು ಮೈಕ್ರೋಗ್ರಾವಿಟಿಯಲ್ಲಿ ಹೃದಯದ ಕಾರ್ಯವನ್ನು ಪರೀಕ್ಷಿಸಲಾಗಿದೆ. xyxy=(941,1594,1209,1728)
section-heading: ಸೂಕ್ಷ್ಮ ಜೀವ ಜಗತ್ತು: ಮೈಕ್ರೋ ಆಲ್ಗೆ ಮತ್ತು ಸ್ಪೇಸ್‌ಮೈಕ್ರೋಬಯೋಮ್ xyxy=(713,1598,895,1634)
newspaper-title: ಹೊಸಪೇಟೆ ಟೈಮ್ಸ್ xyxy=(650,16,865,55)
article-lead: ಕಪ್ಪತಗುಡ್ಡವು ಕಣವಿ, ಹೊಸೂರು ಮತ್ತು ಸುತ್ತಮುತ್ತಲಿನ ಹಳ್ಳಿಗಳಲ್ಲಿ 2-ಕಿ.ಮೀ ನಿಂದ 8-ಕಿ.ಮೀ ವರೆಗೆ ಸುರಂಗಗಳನ್ನು ಹೊಂದಿದೆ. xyxy=(392,249,664,305)
photo-caption: ಚಿತ್ರ, ವಜ್ರಗಳು ಮಾತ್ರವಲ್ಲ xyxy=(1055,1087,1159,1102)
section-heading: ಪ್ರಧಾನಿ ಮೋದಿಯವರೊಡನೆ ಐತಿಹಾಸಿಕ ಸಮಾಲೋಚನೆ xyxy=(1244,1206,1477,1221)
